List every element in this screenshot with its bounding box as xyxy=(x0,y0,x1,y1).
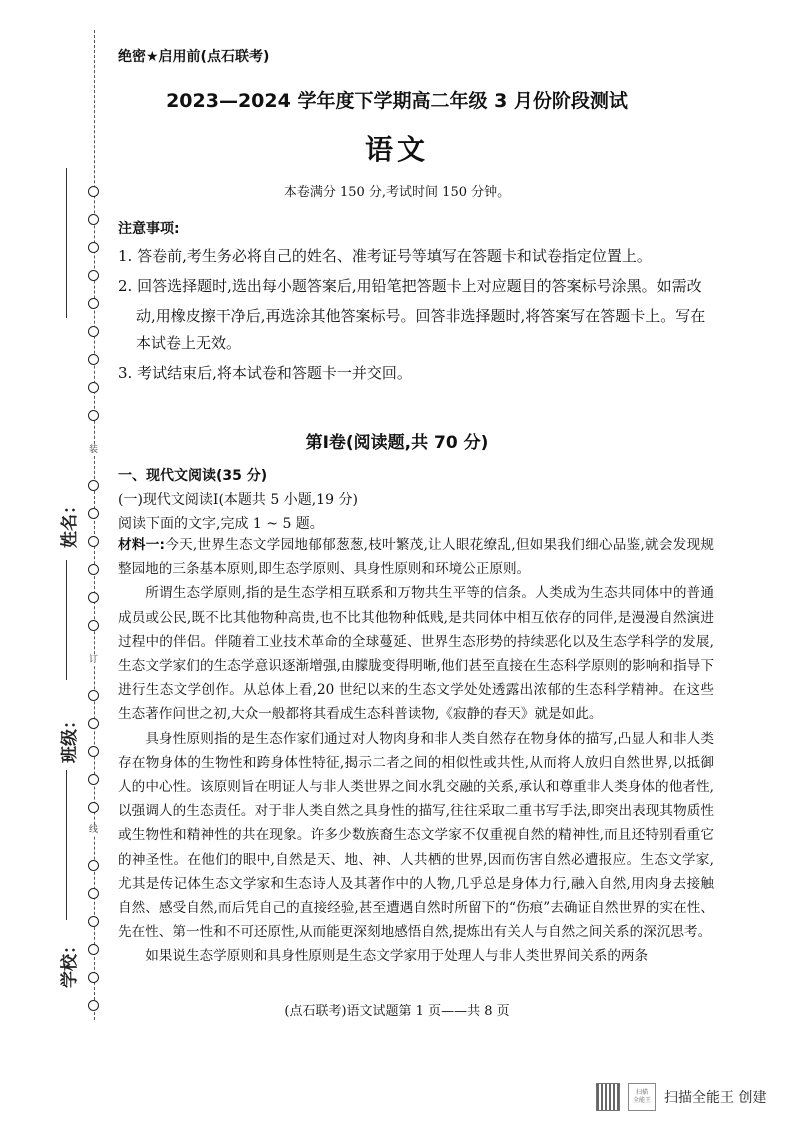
binding-hole xyxy=(88,972,99,983)
subsection-heading: (一)现代文阅读Ⅰ(本题共 5 小题,19 分) xyxy=(118,492,358,508)
passage-paragraph-3: 具身性原则指的是生态作家们通过对人物肉身和非人类自然存在物身体的描写,凸显人和非人类存在物身体的生物性和跨身体性特征,揭示二者之间的相似性或共性,从而将人放归自然世界,以抵御人的中心性。该原则旨在明证人与非人类世界之间水乳交融的关系,承认和尊重非人类身体的他者性,以强调人的生态责任。对于非人类自然之具身性的描写,往往采取二重书写手法,即突出表现其物质性或生物性和精神性的共在现象。许多少数族裔生态文学家不仅重视自然的精神性,而且还特别看重它的神圣性。在他们的眼中,自然是天、地、神、人共栖的世界,因而伤害自然必遭报应。生态文学家,尤其是传记体生态文学家和生态诗人及其著作中的人物,几乎总是身体力行,融入自然,用肉身去接触自然、感受自然,而后凭自己的直接经验,甚至遭遇自然时所留下的“伤痕”去确证自然世界的实在性、先在性、第一性和不可还原性,从而能更深刻地感悟自然,提炼出有关人与自然之间关系的深沉思考。 xyxy=(118,730,714,941)
passage-paragraph-1: 材料一:今天,世界生态文学园地郁郁葱葱,枝叶繁茂,让人眼花缭乱,但如果我们细心品鉴,就会发现规整园地的三条基本原则,即生态学原则、具身性原则和环境公正原则。 xyxy=(118,537,715,578)
binding-hole xyxy=(88,774,99,785)
binding-hole xyxy=(88,746,99,757)
passage-paragraph-4: 如果说生态学原则和具身性原则是生态文学家用于处理人与非人类世界间关系的两条 xyxy=(145,948,649,965)
binding-hole xyxy=(88,718,99,729)
qr-code-icon xyxy=(596,1083,620,1111)
subject-title: 语文 xyxy=(364,133,429,166)
binding-mark-xian: 线 xyxy=(89,825,99,835)
binding-hole xyxy=(88,508,99,519)
notice-heading: 注意事项: xyxy=(118,221,180,237)
binding-hole xyxy=(88,382,99,393)
material-label: 材料一: xyxy=(118,537,165,553)
notice-item-2b: 动,用橡皮擦干净后,再选涂其他答案标号。回答非选择题时,将答案写在答题卡上。写在 xyxy=(136,307,706,325)
name-field-label: 姓名： xyxy=(60,497,80,548)
binding-hole xyxy=(88,242,99,253)
notice-item-2c: 本试卷上无效。 xyxy=(136,334,242,352)
passage-paragraph-2: 所谓生态学原则,指的是生态学相互联系和万物共生平等的信条。人类成为生态共同体中的普通成员或公民,既不比其他物种高贵,也不比其他物种低贱,是共同体中相互依存的同伴,是漫漫自然演进过程中的伴侣。伴随着工业技术革命的全球蔓延、世界生态形势的持续恶化以及生态学科学的发展,生态文学家们的生态学意识逐渐增强,由朦胧变得明晰,他们甚至直接在生态科学原则的影响和指导下进行生态文学创作。从总体上看,20 世纪以来的生态文学处处透露出浓郁的生态科学精神。在这些生态著作问世之初,大众一般都将其看成生态科普读物,《寂静的春天》就是如此。 xyxy=(118,585,714,723)
binding-hole xyxy=(88,354,99,365)
binding-hole xyxy=(88,214,99,225)
binding-hole xyxy=(88,620,99,631)
notice-item-3: 3. 考试结束后,将本试卷和答题卡一并交回。 xyxy=(118,364,412,382)
confidential-mark: 绝密★启用前(点石联考) xyxy=(118,49,270,65)
binding-mark-ding: 订 xyxy=(89,655,99,665)
binding-hole xyxy=(88,690,99,701)
binding-hole xyxy=(88,888,99,899)
binding-hole xyxy=(88,802,99,813)
binding-mark-zhuang: 装 xyxy=(89,445,99,455)
binding-hole xyxy=(88,536,99,547)
page-footer: (点石联考)语文试题第 1 页——共 8 页 xyxy=(284,1004,510,1019)
notice-item-2a: 2. 回答选择题时,选出每小题答案后,用铅笔把答题卡上对应题目的答案标号涂黑。如需改 xyxy=(118,277,702,295)
scanner-watermark xyxy=(596,1083,766,1111)
reading-passage xyxy=(118,533,714,969)
binding-hole xyxy=(88,410,99,421)
binding-hole xyxy=(88,480,99,491)
binding-hole xyxy=(88,592,99,603)
school-field-label: 学校： xyxy=(60,937,80,988)
notice-item-1: 1. 答卷前,考生务必将自己的姓名、准考证号等填写在答题卡和试卷指定位置上。 xyxy=(118,247,652,265)
binding-hole xyxy=(88,916,99,927)
binding-dashed-line xyxy=(94,30,95,1020)
exam-info: 本卷满分 150 分,考试时间 150 分钟。 xyxy=(283,185,511,200)
binding-hole xyxy=(88,564,99,575)
binding-hole xyxy=(88,298,99,309)
binding-hole xyxy=(88,326,99,337)
class-underline xyxy=(66,560,67,680)
reading-instruction: 阅读下面的文字,完成 1 ~ 5 题。 xyxy=(118,516,324,532)
exam-title: 2023—2024 学年度下学期高二年级 3 月份阶段测试 xyxy=(166,90,628,112)
school-underline xyxy=(66,770,67,920)
binding-hole xyxy=(88,944,99,955)
binding-hole xyxy=(88,860,99,871)
scanner-label: 扫描全能王 创建 xyxy=(664,1090,767,1106)
part-title: 第Ⅰ卷(阅读题,共 70 分) xyxy=(305,433,489,453)
class-field-label: 班级： xyxy=(60,712,80,763)
camscanner-logo: 扫描 全能王 xyxy=(628,1083,656,1111)
section-heading: 一、现代文阅读(35 分) xyxy=(118,468,268,484)
notice-list xyxy=(118,243,720,387)
binding-hole xyxy=(88,270,99,281)
